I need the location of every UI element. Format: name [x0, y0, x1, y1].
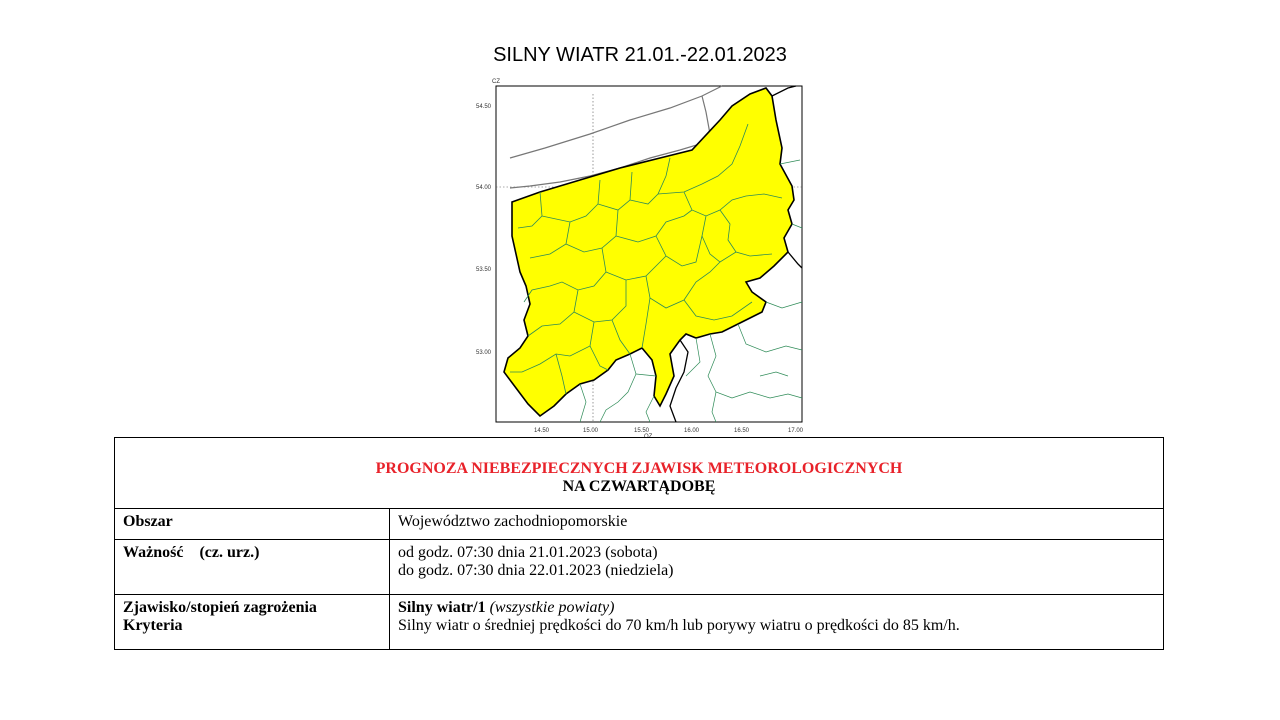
lat-tick-1: 54.50 [476, 104, 492, 110]
phenomenon-scope: (wszystkie powiaty) [489, 599, 615, 616]
validity-from: od godz. 07:30 dnia 21.01.2023 (sobota) [398, 544, 658, 561]
validity-to: do godz. 07:30 dnia 22.01.2023 (niedziela) [398, 562, 674, 579]
phenomenon-label-1: Zjawisko/stopień zagrożenia [123, 599, 317, 616]
row-area-value-line: Województwo zachodniopomorskie [398, 513, 628, 530]
phenomenon-label-2: Kryteria [123, 617, 183, 634]
lon-tick-2: 15.00 [583, 428, 599, 434]
lon-tick-6: 17.00 [788, 428, 804, 434]
lon-partial-label: OZ [644, 434, 653, 438]
map-corner-label: CZ [492, 79, 500, 85]
row-validity-value [390, 540, 1164, 595]
lat-tick-3: 53.50 [476, 267, 492, 273]
warning-header-subtitle: NA CZWARTĄDOBĘ [562, 478, 716, 495]
row-phenomenon-label [115, 595, 390, 650]
warning-header [115, 438, 1164, 509]
lon-tick-1: 14.50 [534, 428, 550, 434]
lon-tick-5: 16.50 [734, 428, 750, 434]
row-area [115, 509, 1164, 540]
row-validity [115, 540, 1164, 595]
map-svg [470, 76, 810, 438]
phenomenon-line [398, 599, 1155, 617]
row-validity-label: Ważność (cz. urz.) [115, 540, 390, 595]
lon-tick-3: 15.50 [634, 428, 650, 434]
warning-map [470, 76, 810, 438]
lat-tick-4: 53.00 [476, 350, 492, 356]
row-phenomenon-value [390, 595, 1164, 650]
lat-tick-2: 54.00 [476, 185, 492, 191]
phenomenon-name: Silny wiatr/1 [398, 599, 486, 616]
warning-table [114, 437, 1164, 650]
row-area-label: Obszar [115, 509, 390, 540]
phenomenon-criteria: Silny wiatr o średniej prędkości do 70 km/h lub porywy wiatru o prędkości do 85 km/h. [398, 617, 960, 634]
slide-title: SILNY WIATR 21.01.-22.01.2023 [493, 44, 787, 66]
lon-tick-4: 16.00 [684, 428, 700, 434]
row-area-value [390, 509, 1164, 540]
warning-header-title: PROGNOZA NIEBEZPIECZNYCH ZJAWISK METEOROLOGICZNYCH [375, 460, 903, 477]
row-phenomenon [115, 595, 1164, 650]
